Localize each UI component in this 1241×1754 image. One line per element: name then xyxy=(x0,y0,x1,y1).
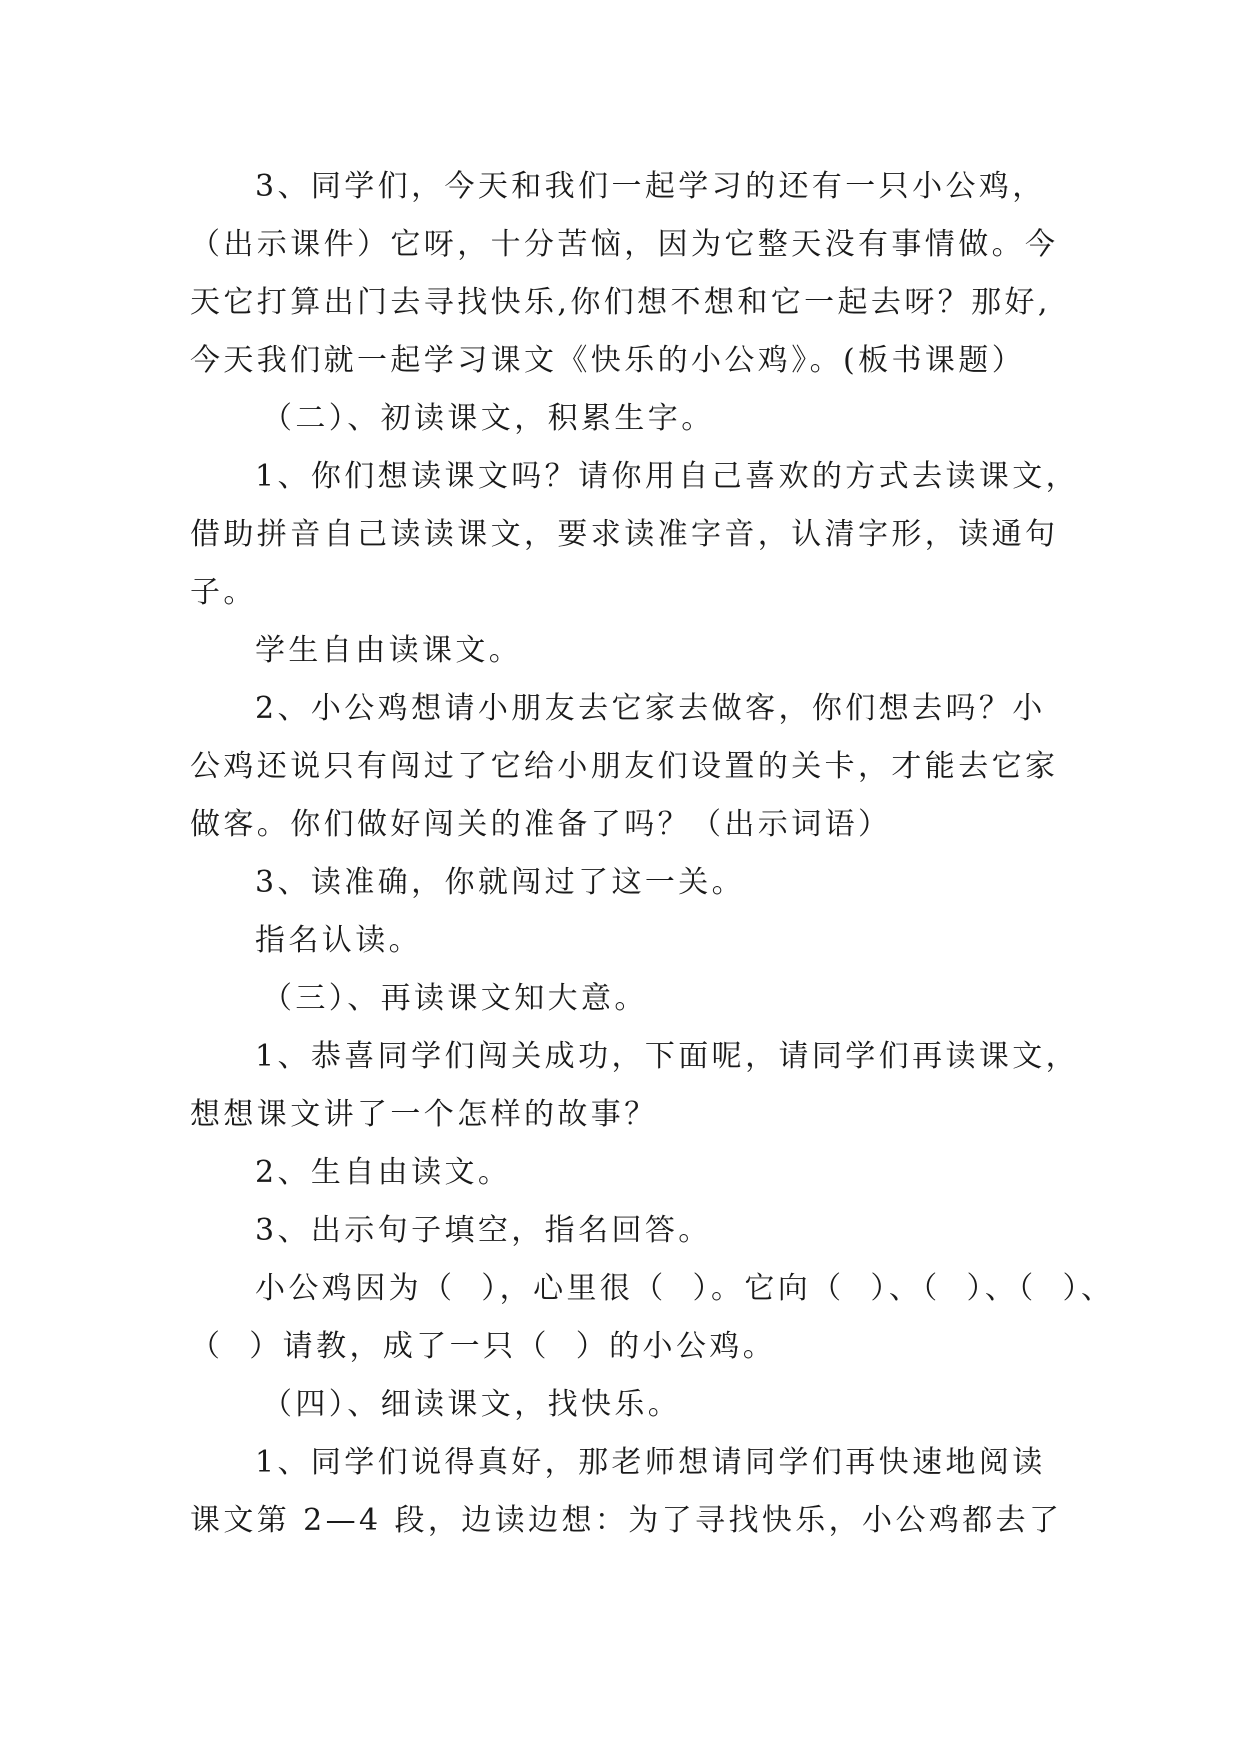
paragraph-line: 公鸡还说只有闯过了它给小朋友们设置的关卡，才能去它家 xyxy=(190,749,1059,784)
section-heading: （四）、细读课文，找快乐。 xyxy=(262,1387,682,1422)
paragraph-line: 2、生自由读文。 xyxy=(255,1155,512,1190)
paragraph-line: （ ）请教，成了一只（ ）的小公鸡。 xyxy=(190,1329,777,1364)
paragraph-line: 天它打算出门去寻找快乐,你们想不想和它一起去呀？那好, xyxy=(190,285,1051,320)
section-heading: （三）、再读课文知大意。 xyxy=(262,981,648,1016)
paragraph-line: 课文第 2—4 段，边读边想：为了寻找快乐，小公鸡都去了 xyxy=(190,1503,1063,1538)
paragraph-line: （出示课件）它呀，十分苦恼，因为它整天没有事情做。今 xyxy=(190,227,1059,262)
paragraph-line: 2、小公鸡想请小朋友去它家去做客，你们想去吗？小 xyxy=(255,691,1046,726)
paragraph-line: 3、读准确，你就闯过了这一关。 xyxy=(255,865,746,900)
section-heading: （二）、初读课文，积累生字。 xyxy=(262,401,715,436)
paragraph-line: 学生自由读课文。 xyxy=(255,633,523,668)
paragraph-line: 指名认读。 xyxy=(255,923,422,958)
paragraph-line: 借助拼音自己读读课文，要求读准字音，认清字形，读通句 xyxy=(190,517,1059,552)
paragraph-line: 今天我们就一起学习课文《快乐的小公鸡》。(板书课题） xyxy=(190,343,1026,378)
paragraph-line: 1、恭喜同学们闯关成功，下面呢，请同学们再读课文， xyxy=(255,1039,1080,1074)
paragraph-line: 3、同学们，今天和我们一起学习的还有一只小公鸡， xyxy=(255,169,1046,204)
paragraph-line: 小公鸡因为（ ），心里很（ ）。它向（ ）、（ ）、（ ）、 xyxy=(255,1271,1115,1306)
paragraph-line: 子。 xyxy=(190,575,257,610)
paragraph-line: 1、同学们说得真好，那老师想请同学们再快速地阅读 xyxy=(255,1445,1046,1480)
paragraph-line: 1、你们想读课文吗？请你用自己喜欢的方式去读课文， xyxy=(255,459,1080,494)
paragraph-line: 想想课文讲了一个怎样的故事？ xyxy=(190,1097,658,1132)
paragraph-line: 做客。你们做好闯关的准备了吗？（出示词语） xyxy=(190,807,892,842)
paragraph-line: 3、出示句子填空，指名回答。 xyxy=(255,1213,712,1248)
